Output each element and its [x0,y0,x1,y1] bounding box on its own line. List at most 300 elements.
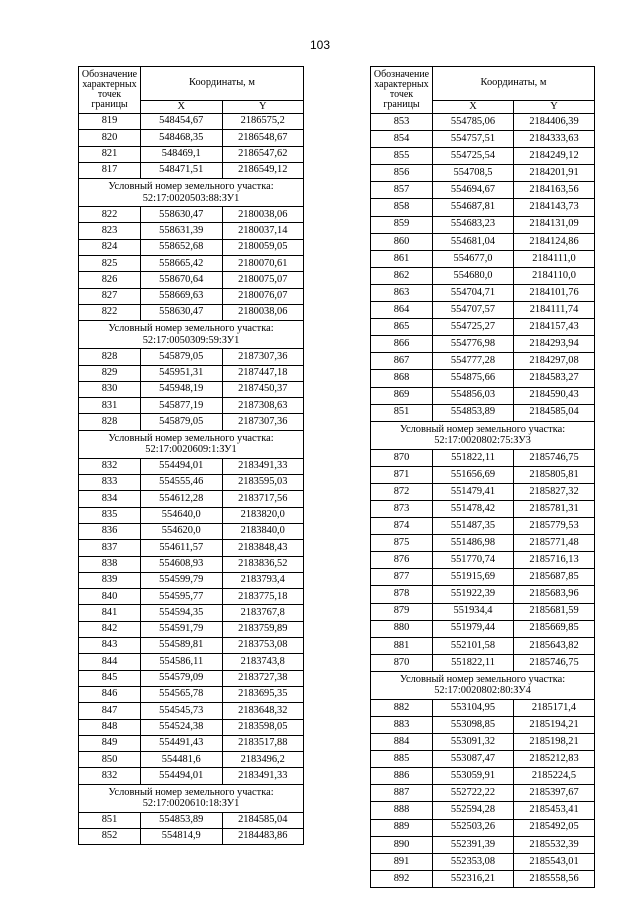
y-header: Y [514,101,595,114]
y-cell: 2185397,67 [514,785,595,802]
x-cell: 552594,28 [433,802,514,819]
y-cell: 2183695,35 [222,686,304,702]
point-cell: 872 [371,483,433,500]
point-cell: 892 [371,870,433,887]
x-cell: 554612,28 [141,491,223,507]
x-cell: 558669,63 [141,288,223,304]
x-cell: 554608,93 [141,556,223,572]
x-cell: 554725,54 [433,148,514,165]
y-cell: 2183595,03 [222,475,304,491]
x-cell: 554589,81 [141,638,223,654]
y-cell: 2185543,01 [514,853,595,870]
point-cell: 831 [79,398,141,414]
table-row [371,404,595,421]
x-cell: 551979,44 [433,620,514,637]
table-row [79,475,304,491]
y-cell: 2185198,21 [514,734,595,751]
table-row [371,233,595,250]
point-cell: 890 [371,836,433,853]
parcel-separator-row [79,321,304,349]
table-row [79,719,304,735]
point-cell: 853 [371,114,433,131]
point-label-header: Обозначение характерных точек границы [371,67,433,114]
y-cell: 2185224,5 [514,768,595,785]
table-row [79,162,304,178]
y-cell: 2183598,05 [222,719,304,735]
point-cell: 883 [371,717,433,734]
x-cell: 551822,11 [433,449,514,466]
table-row [371,148,595,165]
y-cell: 2183793,4 [222,572,304,588]
coordinates-table-left [78,66,304,845]
y-cell: 2186548,67 [222,130,304,146]
table-row [79,703,304,719]
point-cell: 829 [79,365,141,381]
x-cell: 554591,79 [141,621,223,637]
point-cell: 839 [79,572,141,588]
y-cell: 2183491,33 [222,768,304,784]
x-cell: 558630,47 [141,304,223,320]
y-cell: 2184293,94 [514,336,595,353]
table-row [371,734,595,751]
y-cell: 2183727,38 [222,670,304,686]
table-row [371,586,595,603]
point-cell: 866 [371,336,433,353]
point-cell: 841 [79,605,141,621]
y-cell: 2183840,0 [222,523,304,539]
table-row [79,507,304,523]
y-cell: 2185492,05 [514,819,595,836]
x-cell: 554611,57 [141,540,223,556]
x-cell: 554708,5 [433,165,514,182]
table-row [79,572,304,588]
table-row [79,540,304,556]
parcel-separator-row [371,421,595,449]
point-cell: 878 [371,586,433,603]
table-row [79,414,304,430]
y-cell: 2184157,43 [514,319,595,336]
point-cell: 887 [371,785,433,802]
table-row [79,146,304,162]
y-cell: 2187307,36 [222,414,304,430]
table-row [79,589,304,605]
table-row [371,717,595,734]
x-cell: 554687,81 [433,199,514,216]
x-cell: 552101,58 [433,637,514,654]
table-row [371,620,595,637]
y-cell: 2184297,08 [514,353,595,370]
y-cell: 2180070,61 [222,256,304,272]
y-cell: 2183743,8 [222,654,304,670]
y-cell: 2185781,31 [514,500,595,517]
x-cell: 554494,01 [141,458,223,474]
table-row [371,216,595,233]
point-cell: 873 [371,500,433,517]
y-cell: 2184163,56 [514,182,595,199]
x-cell: 554620,0 [141,523,223,539]
table-body [79,114,304,845]
x-cell: 551770,74 [433,552,514,569]
x-cell: 552503,26 [433,819,514,836]
x-cell: 545948,19 [141,381,223,397]
table-row [79,621,304,637]
x-cell: 554677,0 [433,250,514,267]
point-cell: 828 [79,414,141,430]
y-cell: 2185779,53 [514,518,595,535]
y-cell: 2185687,85 [514,569,595,586]
point-cell: 850 [79,752,141,768]
table-row [371,267,595,284]
y-cell: 2187307,36 [222,349,304,365]
table-row [79,491,304,507]
x-cell: 554579,09 [141,670,223,686]
y-cell: 2183775,18 [222,589,304,605]
table-row [79,207,304,223]
y-cell: 2184583,27 [514,370,595,387]
table-row [371,603,595,620]
point-cell: 859 [371,216,433,233]
point-cell: 834 [79,491,141,507]
table-row [371,199,595,216]
table-row [79,556,304,572]
parcel-number: Условный номер земельного участка: 52:17:0050309:59:ЗУ1 [79,321,304,349]
parcel-number: Условный номер земельного участка: 52:17:0020610:18:ЗУ1 [79,784,304,812]
point-cell: 886 [371,768,433,785]
x-cell: 551479,41 [433,483,514,500]
point-cell: 877 [371,569,433,586]
x-cell: 554785,06 [433,114,514,131]
table-row [79,812,304,828]
table-row [371,699,595,716]
table-row [79,458,304,474]
x-cell: 554481,6 [141,752,223,768]
x-cell: 558652,68 [141,239,223,255]
y-cell: 2184131,09 [514,216,595,233]
point-cell: 849 [79,735,141,751]
table-row [371,785,595,802]
x-cell: 558665,42 [141,256,223,272]
point-cell: 867 [371,353,433,370]
table-row [79,239,304,255]
table-header [371,67,595,114]
coords-label-header: Координаты, м [433,67,595,101]
coordinates-table-right [370,66,595,888]
page-number: 103 [309,38,331,52]
table-row [371,654,595,671]
table-row [79,398,304,414]
table-row [79,670,304,686]
x-cell: 548471,51 [141,162,223,178]
y-cell: 2185716,13 [514,552,595,569]
parcel-number: Условный номер земельного участка: 52:17:0020503:88:ЗУ1 [79,179,304,207]
x-cell: 552722,22 [433,785,514,802]
x-cell: 554491,43 [141,735,223,751]
y-cell: 2185194,21 [514,717,595,734]
x-cell: 551934,4 [433,603,514,620]
table-row [371,353,595,370]
y-cell: 2187308,63 [222,398,304,414]
y-cell: 2183848,43 [222,540,304,556]
x-cell: 553091,32 [433,734,514,751]
y-cell: 2185558,56 [514,870,595,887]
table-row [371,387,595,404]
table-row [79,638,304,654]
table-row [79,381,304,397]
table-row [371,284,595,301]
y-cell: 2184124,86 [514,233,595,250]
x-cell: 554853,89 [433,404,514,421]
point-cell: 821 [79,146,141,162]
table-row [79,523,304,539]
y-cell: 2180059,05 [222,239,304,255]
x-cell: 551478,42 [433,500,514,517]
table-row [371,336,595,353]
point-cell: 884 [371,734,433,751]
table-row [79,114,304,130]
table-row [79,130,304,146]
x-cell: 554640,0 [141,507,223,523]
table-row [371,319,595,336]
coords-label-header: Координаты, м [141,67,304,101]
x-cell: 545879,05 [141,349,223,365]
y-cell: 2187447,18 [222,365,304,381]
x-cell: 551487,35 [433,518,514,535]
y-cell: 2185212,83 [514,751,595,768]
y-cell: 2184585,04 [222,812,304,828]
point-cell: 851 [371,404,433,421]
y-cell: 2185746,75 [514,449,595,466]
point-cell: 869 [371,387,433,404]
y-cell: 2185453,41 [514,802,595,819]
x-cell: 554776,98 [433,336,514,353]
x-cell: 551656,69 [433,466,514,483]
point-cell: 842 [79,621,141,637]
point-cell: 836 [79,523,141,539]
point-cell: 865 [371,319,433,336]
x-cell: 553059,91 [433,768,514,785]
x-cell: 554595,77 [141,589,223,605]
point-cell: 885 [371,751,433,768]
table-row [371,819,595,836]
point-cell: 840 [79,589,141,605]
y-cell: 2184101,76 [514,284,595,301]
point-cell: 862 [371,267,433,284]
point-cell: 880 [371,620,433,637]
y-cell: 2184249,12 [514,148,595,165]
y-cell: 2185683,96 [514,586,595,603]
point-cell: 888 [371,802,433,819]
y-cell: 2184111,0 [514,250,595,267]
point-cell: 870 [371,449,433,466]
point-cell: 864 [371,302,433,319]
point-cell: 856 [371,165,433,182]
point-cell: 819 [79,114,141,130]
y-cell: 2180038,06 [222,304,304,320]
x-cell: 552353,08 [433,853,514,870]
table-row [371,569,595,586]
table-row [371,370,595,387]
x-cell: 545877,19 [141,398,223,414]
point-cell: 852 [79,828,141,844]
x-cell: 554725,27 [433,319,514,336]
x-cell: 554586,11 [141,654,223,670]
y-cell: 2180075,07 [222,272,304,288]
x-cell: 554853,89 [141,812,223,828]
point-cell: 860 [371,233,433,250]
table-row [371,552,595,569]
parcel-number: Условный номер земельного участка: 52:17:0020609:1:ЗУ1 [79,430,304,458]
y-cell: 2186575,2 [222,114,304,130]
x-cell: 554545,73 [141,703,223,719]
table-row [371,836,595,853]
point-cell: 832 [79,768,141,784]
y-cell: 2183820,0 [222,507,304,523]
point-cell: 822 [79,304,141,320]
table-row [79,256,304,272]
point-cell: 828 [79,349,141,365]
y-cell: 2180076,07 [222,288,304,304]
point-cell: 843 [79,638,141,654]
x-cell: 553098,85 [433,717,514,734]
point-cell: 889 [371,819,433,836]
point-cell: 825 [79,256,141,272]
y-cell: 2187450,37 [222,381,304,397]
y-cell: 2184143,73 [514,199,595,216]
y-cell: 2184483,86 [222,828,304,844]
table-row [371,802,595,819]
y-cell: 2185827,32 [514,483,595,500]
y-cell: 2185681,59 [514,603,595,620]
parcel-number: Условный номер земельного участка: 52:17:0020802:75:ЗУ3 [371,421,595,449]
x-cell: 554757,51 [433,131,514,148]
table-row [79,223,304,239]
point-cell: 882 [371,699,433,716]
point-cell: 848 [79,719,141,735]
table-row [371,182,595,199]
table-row [79,735,304,751]
point-cell: 820 [79,130,141,146]
parcel-separator-row [79,179,304,207]
table-row [79,349,304,365]
y-cell: 2180038,06 [222,207,304,223]
y-cell: 2183767,8 [222,605,304,621]
y-cell: 2184110,0 [514,267,595,284]
table-row [79,365,304,381]
x-cell: 552316,21 [433,870,514,887]
table-row [371,165,595,182]
x-cell: 551486,98 [433,535,514,552]
table-row [371,302,595,319]
y-cell: 2183759,89 [222,621,304,637]
y-cell: 2184201,91 [514,165,595,182]
x-cell: 554875,66 [433,370,514,387]
x-cell: 545951,31 [141,365,223,381]
point-cell: 875 [371,535,433,552]
table-row [371,466,595,483]
point-cell: 857 [371,182,433,199]
parcel-number: Условный номер земельного участка: 52:17:0020802:80:ЗУ4 [371,671,595,699]
point-cell: 830 [79,381,141,397]
x-cell: 554594,35 [141,605,223,621]
table-row [79,605,304,621]
table-row [79,272,304,288]
point-label-header: Обозначение характерных точек границы [79,67,141,114]
y-header: Y [222,101,304,114]
table-body [371,114,595,888]
table-row [371,250,595,267]
x-cell: 554856,03 [433,387,514,404]
x-header: X [141,101,223,114]
x-cell: 558630,47 [141,207,223,223]
point-cell: 876 [371,552,433,569]
table-row [371,768,595,785]
x-header: X [433,101,514,114]
x-cell: 551915,69 [433,569,514,586]
table-row [79,304,304,320]
point-cell: 871 [371,466,433,483]
parcel-separator-row [79,430,304,458]
point-cell: 881 [371,637,433,654]
y-cell: 2185771,48 [514,535,595,552]
point-cell: 824 [79,239,141,255]
y-cell: 2186549,12 [222,162,304,178]
table-row [371,853,595,870]
x-cell: 553104,95 [433,699,514,716]
point-cell: 817 [79,162,141,178]
y-cell: 2185805,81 [514,466,595,483]
point-cell: 823 [79,223,141,239]
point-cell: 833 [79,475,141,491]
table-row [371,449,595,466]
table-row [79,828,304,844]
x-cell: 554494,01 [141,768,223,784]
table-row [371,637,595,654]
point-cell: 874 [371,518,433,535]
table-row [79,768,304,784]
y-cell: 2184590,43 [514,387,595,404]
y-cell: 2185746,75 [514,654,595,671]
table-row [79,654,304,670]
point-cell: 846 [79,686,141,702]
point-cell: 854 [371,131,433,148]
x-cell: 558670,64 [141,272,223,288]
x-cell: 551822,11 [433,654,514,671]
point-cell: 868 [371,370,433,387]
point-cell: 858 [371,199,433,216]
y-cell: 2184111,74 [514,302,595,319]
table-row [79,752,304,768]
point-cell: 835 [79,507,141,523]
x-cell: 548468,35 [141,130,223,146]
y-cell: 2184406,39 [514,114,595,131]
y-cell: 2183491,33 [222,458,304,474]
table-row [371,500,595,517]
point-cell: 826 [79,272,141,288]
y-cell: 2183648,32 [222,703,304,719]
x-cell: 554704,71 [433,284,514,301]
parcel-separator-row [371,671,595,699]
table-row [371,483,595,500]
point-cell: 861 [371,250,433,267]
table-row [371,751,595,768]
x-cell: 545879,05 [141,414,223,430]
table-row [371,535,595,552]
x-cell: 552391,39 [433,836,514,853]
x-cell: 554707,57 [433,302,514,319]
table-header [79,67,304,114]
x-cell: 553087,47 [433,751,514,768]
table-row [79,288,304,304]
